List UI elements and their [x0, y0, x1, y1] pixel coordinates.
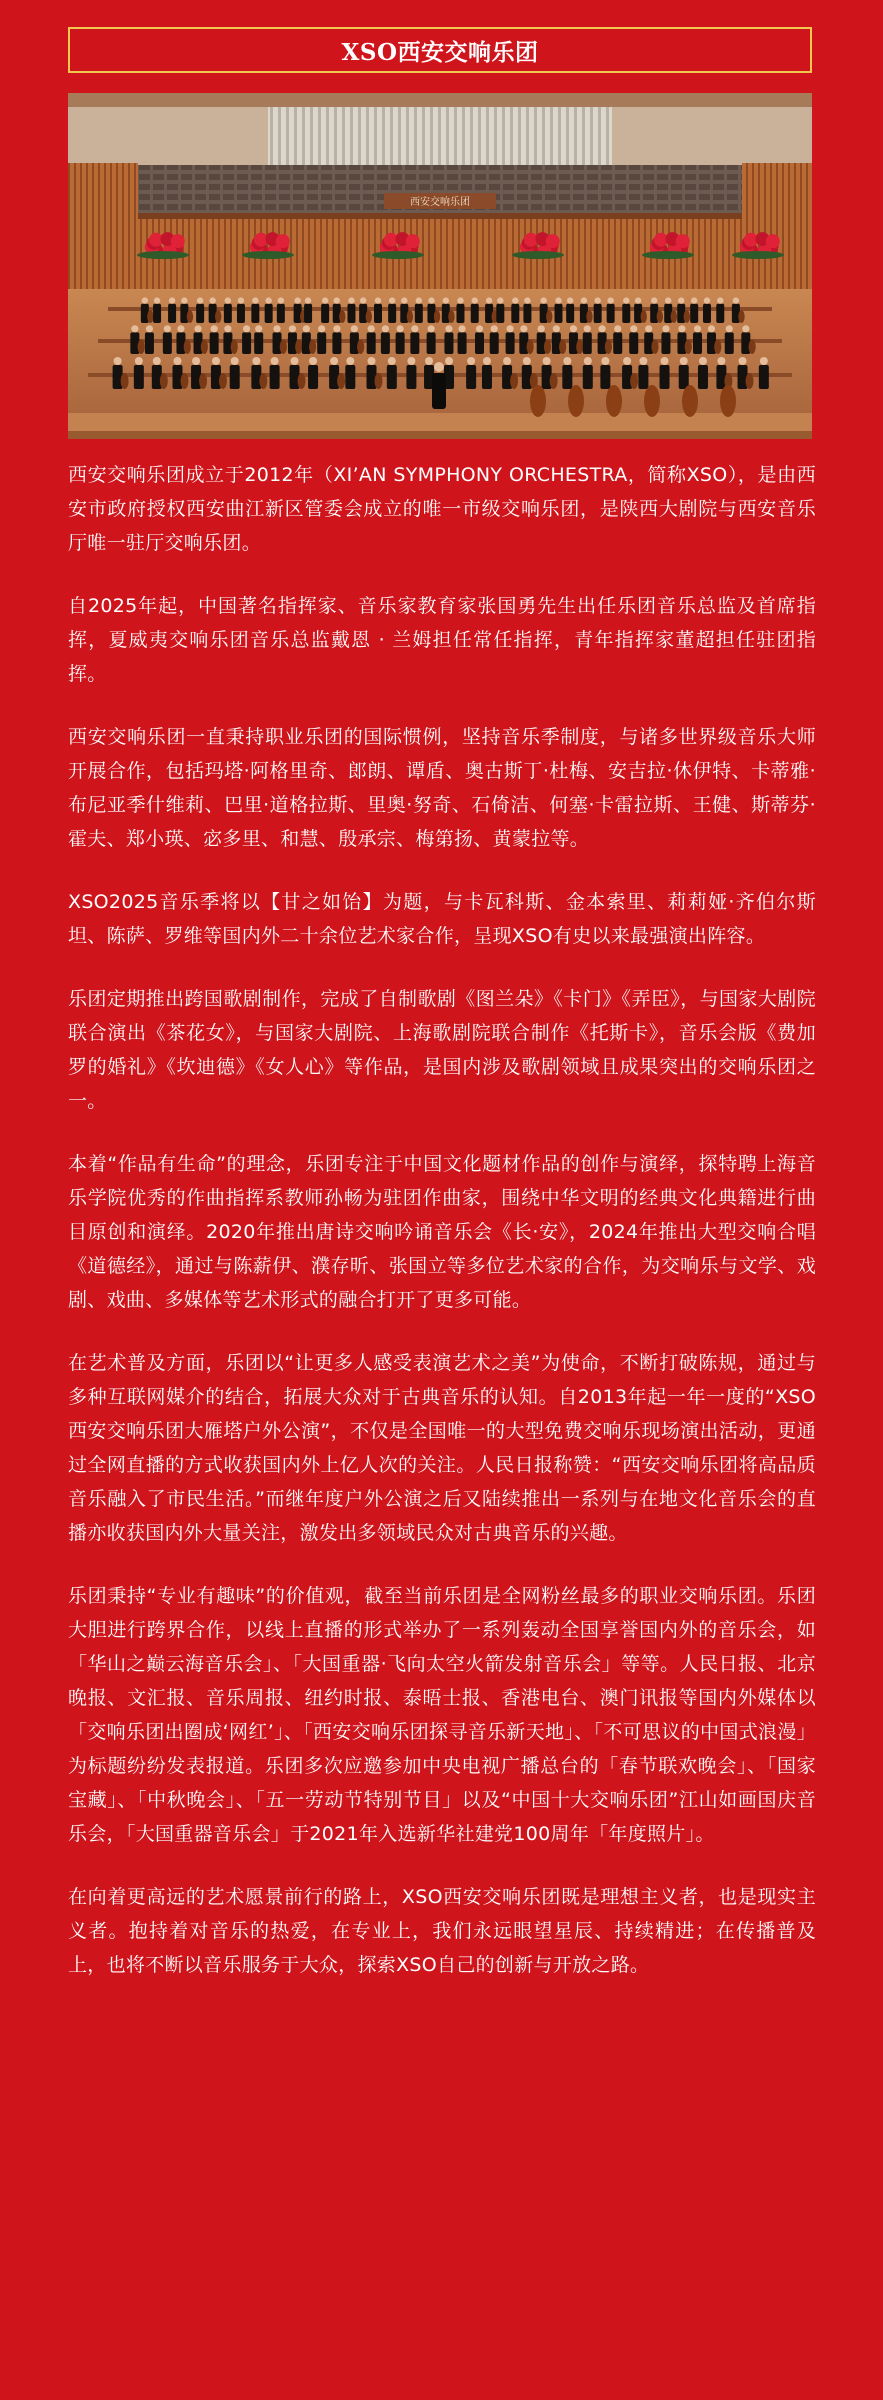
article-body [68, 458, 816, 2011]
paragraph-9: 在向着更高远的艺术愿景前行的路上，XSO西安交响乐团既是理想主义者，也是现实主义者。抱持着对音乐的热爱，在专业上，我们永远眼望星辰、持续精进；在传播普及上，也将不断以音乐服务于大众，探索XSO自己的创新与开放之路。 [68, 1886, 816, 1976]
stage-sign: 西安交响乐团 [410, 197, 470, 208]
paragraph-6: 本着“作品有生命”的理念，乐团专注于中国文化题材作品的创作与演绎，探特聘上海音乐学院优秀的作曲指挥系教师孙畅为驻团作曲家，围绕中华文明的经典文化典籍进行曲目原创和演绎。2020年推出唐诗交响吟诵音乐会《长·安》，2024年推出大型交响合唱《道德经》，通过与陈薪伊、濮存昕、张国立等多位艺术家的合作，为交响乐与文学、戏剧、戏曲、多媒体等艺术形式的融合打开了更多可能。 [68, 1153, 816, 1311]
paragraph-5: 乐团定期推出跨国歌剧制作，完成了自制歌剧《图兰朵》《卡门》《弄臣》，与国家大剧院联合演出《茶花女》，与国家大剧院、上海歌剧院联合制作《托斯卡》，音乐会版《费加罗的婚礼》《坎迪德》《女人心》等作品，是国内涉及歌剧领域且成果突出的交响乐团之一。 [68, 988, 816, 1112]
page-title: XSO西安交响乐团 [341, 38, 539, 66]
paragraph-7: 在艺术普及方面，乐团以“让更多人感受表演艺术之美”为使命，不断打破陈规，通过与多种互联网媒介的结合，拓展大众对于古典音乐的认知。自2013年起一年一度的“XSO西安交响乐团大雁塔户外公演”，不仅是全国唯一的大型免费交响乐现场演出活动，更通过全网直播的方式收获国内外上亿人次的关注。人民日报称赞：“西安交响乐团将高品质音乐融入了市民生活。”而继年度户外公演之后又陆续推出一系列与在地文化音乐会的直播亦收获国内外大量关注，激发出多领域民众对古典音乐的兴趣。 [68, 1352, 816, 1544]
paragraph-2: 自2025年起，中国著名指挥家、音乐家教育家张国勇先生出任乐团音乐总监及首席指挥，夏威夷交响乐团音乐总监戴恩 · 兰姆担任常任指挥，青年指挥家董超担任驻团指挥。 [68, 595, 816, 685]
paragraph-1: 西安交响乐团成立于2012年（XI’AN SYMPHONY ORCHESTRA，简称XSO），是由西安市政府授权西安曲江新区管委会成立的唯一市级交响乐团，是陕西大剧院与西安音乐厅唯一驻厅交响乐团。 [68, 464, 816, 554]
paragraph-4: XSO2025音乐季将以【甘之如饴】为题，与卡瓦科斯、金本索里、莉莉娅·齐伯尔斯坦、陈萨、罗维等国内外二十余位艺术家合作，呈现XSO有史以来最强演出阵容。 [68, 891, 816, 947]
orchestra-photo-illustration [68, 93, 812, 439]
paragraph-8: 乐团秉持“专业有趣味”的价值观，截至当前乐团是全网粉丝最多的职业交响乐团。乐团大胆进行跨界合作，以线上直播的形式举办了一系列轰动全国享誉国内外的音乐会，如「华山之巅云海音乐会」、「大国重器·飞向太空火箭发射音乐会」等等。人民日报、北京晚报、文汇报、音乐周报、纽约时报、泰晤士报、香港电台、澳门讯报等国内外媒体以「交响乐团出圈成‘网红’」、「西安交响乐团探寻音乐新天地」、「不可思议的中国式浪漫」为标题纷纷发表报道。乐团多次应邀参加中央电视广播总台的「春节联欢晚会」、「国家宝藏」、「中秋晚会」、「五一劳动节特别节目」以及“中国十大交响乐团”江山如画国庆音乐会，「大国重器音乐会」于2021年入选新华社建党100周年「年度照片」。 [68, 1585, 816, 1845]
paragraph-3: 西安交响乐团一直秉持职业乐团的国际惯例，坚持音乐季制度，与诸多世界级音乐大师开展合作，包括玛塔·阿格里奇、郎朗、谭盾、奥古斯丁·杜梅、安吉拉·休伊特、卡蒂雅·布尼亚季什维莉、巴里·道格拉斯、里奥·努奇、石倚洁、何塞·卡雷拉斯、王健、斯蒂芬·霍夫、郑小瑛、宓多里、和慧、殷承宗、梅第扬、黄蒙拉等。 [68, 726, 816, 850]
organ-pipes [268, 107, 612, 165]
title-banner [68, 27, 812, 73]
orchestra-photo [68, 93, 812, 439]
